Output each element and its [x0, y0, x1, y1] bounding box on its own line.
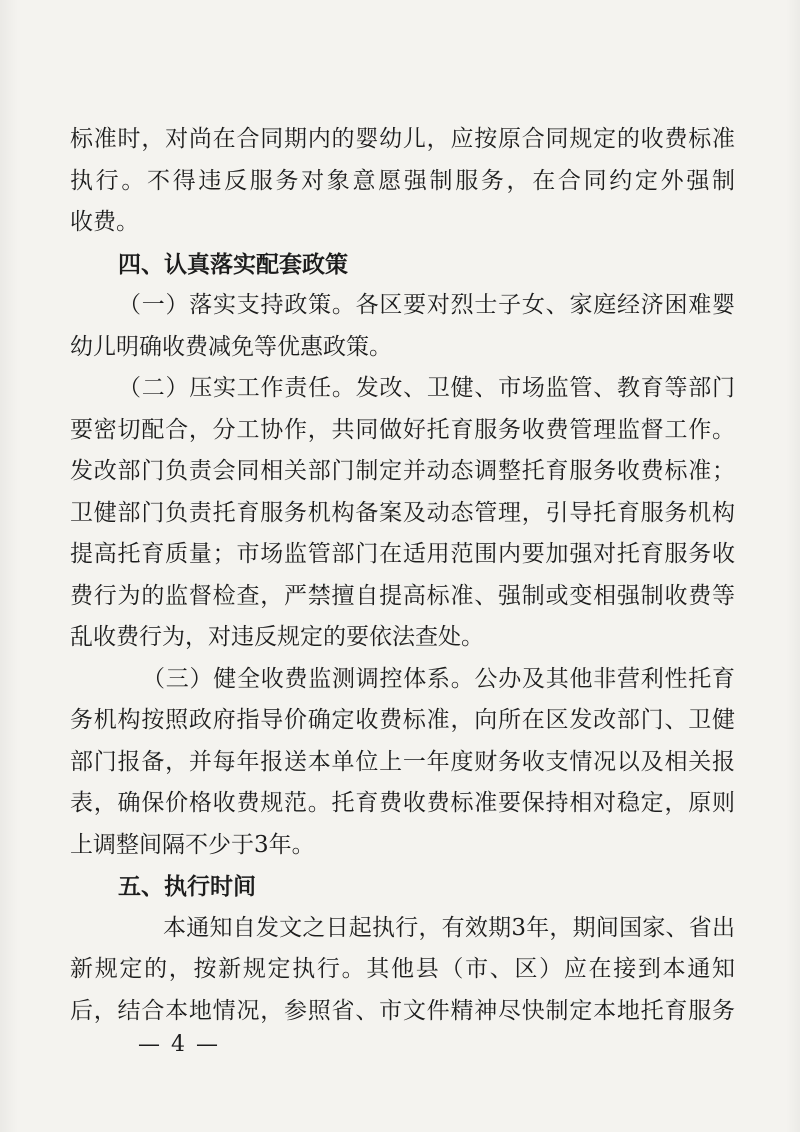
section-5-line: 本通知自发文之日起执行，有效期3年，期间国家、省出 [163, 914, 735, 941]
section-4-item-2-line: 要密切配合，分工协作，共同做好托育服务收费管理监督工作。 [70, 416, 735, 443]
section-4-item-3-line: 上调整间隔不少于3年。 [70, 831, 315, 858]
section-4-item-2-line: 提高托育质量；市场监管部门在适用范围内要加强对托育服务收 [70, 541, 735, 567]
section-4-item-2-line: 费行为的监督检查，严禁擅自提高标准、强制或变相强制收费等 [70, 582, 735, 609]
continuation-line: 执行。不得违反服务对象意愿强制服务，在合同约定外强制 [70, 167, 735, 194]
section-4-heading: 四、认真落实配套政策 [118, 250, 348, 278]
section-4-item-2-line: 发改部门负责会同相关部门制定并动态调整托育服务收费标准； [70, 458, 735, 484]
section-4-item-1-line: （一）落实支持政策。各区要对烈士子女、家庭经济困难婴 [118, 292, 735, 318]
section-5-heading: 五、执行时间 [118, 873, 256, 900]
section-4-item-3-line: 务机构按照政府指导价确定收费标准，向所在区发改部门、卫健 [70, 707, 735, 733]
section-4-item-3-line: （三）健全收费监测调控体系。公办及其他非营利性托育 [142, 665, 735, 692]
section-4-item-2-line: 乱收费行为，对违反规定的要依法查处。 [70, 624, 484, 650]
section-4-item-2-line: 卫健部门负责托育服务机构备案及动态管理，引导托育服务机构 [70, 499, 735, 526]
continuation-line: 收费。 [70, 209, 139, 235]
section-4-item-1-line: 幼儿明确收费减免等优惠政策。 [70, 333, 392, 360]
body-text [70, 119, 735, 1032]
section-4-item-3-line: 表，确保价格收费规范。托育费收费标准要保持相对稳定，原则 [70, 790, 735, 816]
section-4-item-3-line: 部门报备，并每年报送本单位上一年度财务收支情况以及相关报 [70, 748, 735, 775]
section-5-line: 后，结合本地情况，参照省、市文件精神尽快制定本地托育服务 [70, 997, 735, 1024]
section-5-line: 新规定的，按新规定执行。其他县（市、区）应在接到本通知 [70, 956, 735, 982]
section-4-item-2-line: （二）压实工作责任。发改、卫健、市场监管、教育等部门 [118, 375, 735, 401]
page-number: — 4 — [138, 1032, 220, 1057]
continuation-line: 标准时，对尚在合同期内的婴幼儿，应按原合同规定的收费标准 [70, 126, 735, 152]
